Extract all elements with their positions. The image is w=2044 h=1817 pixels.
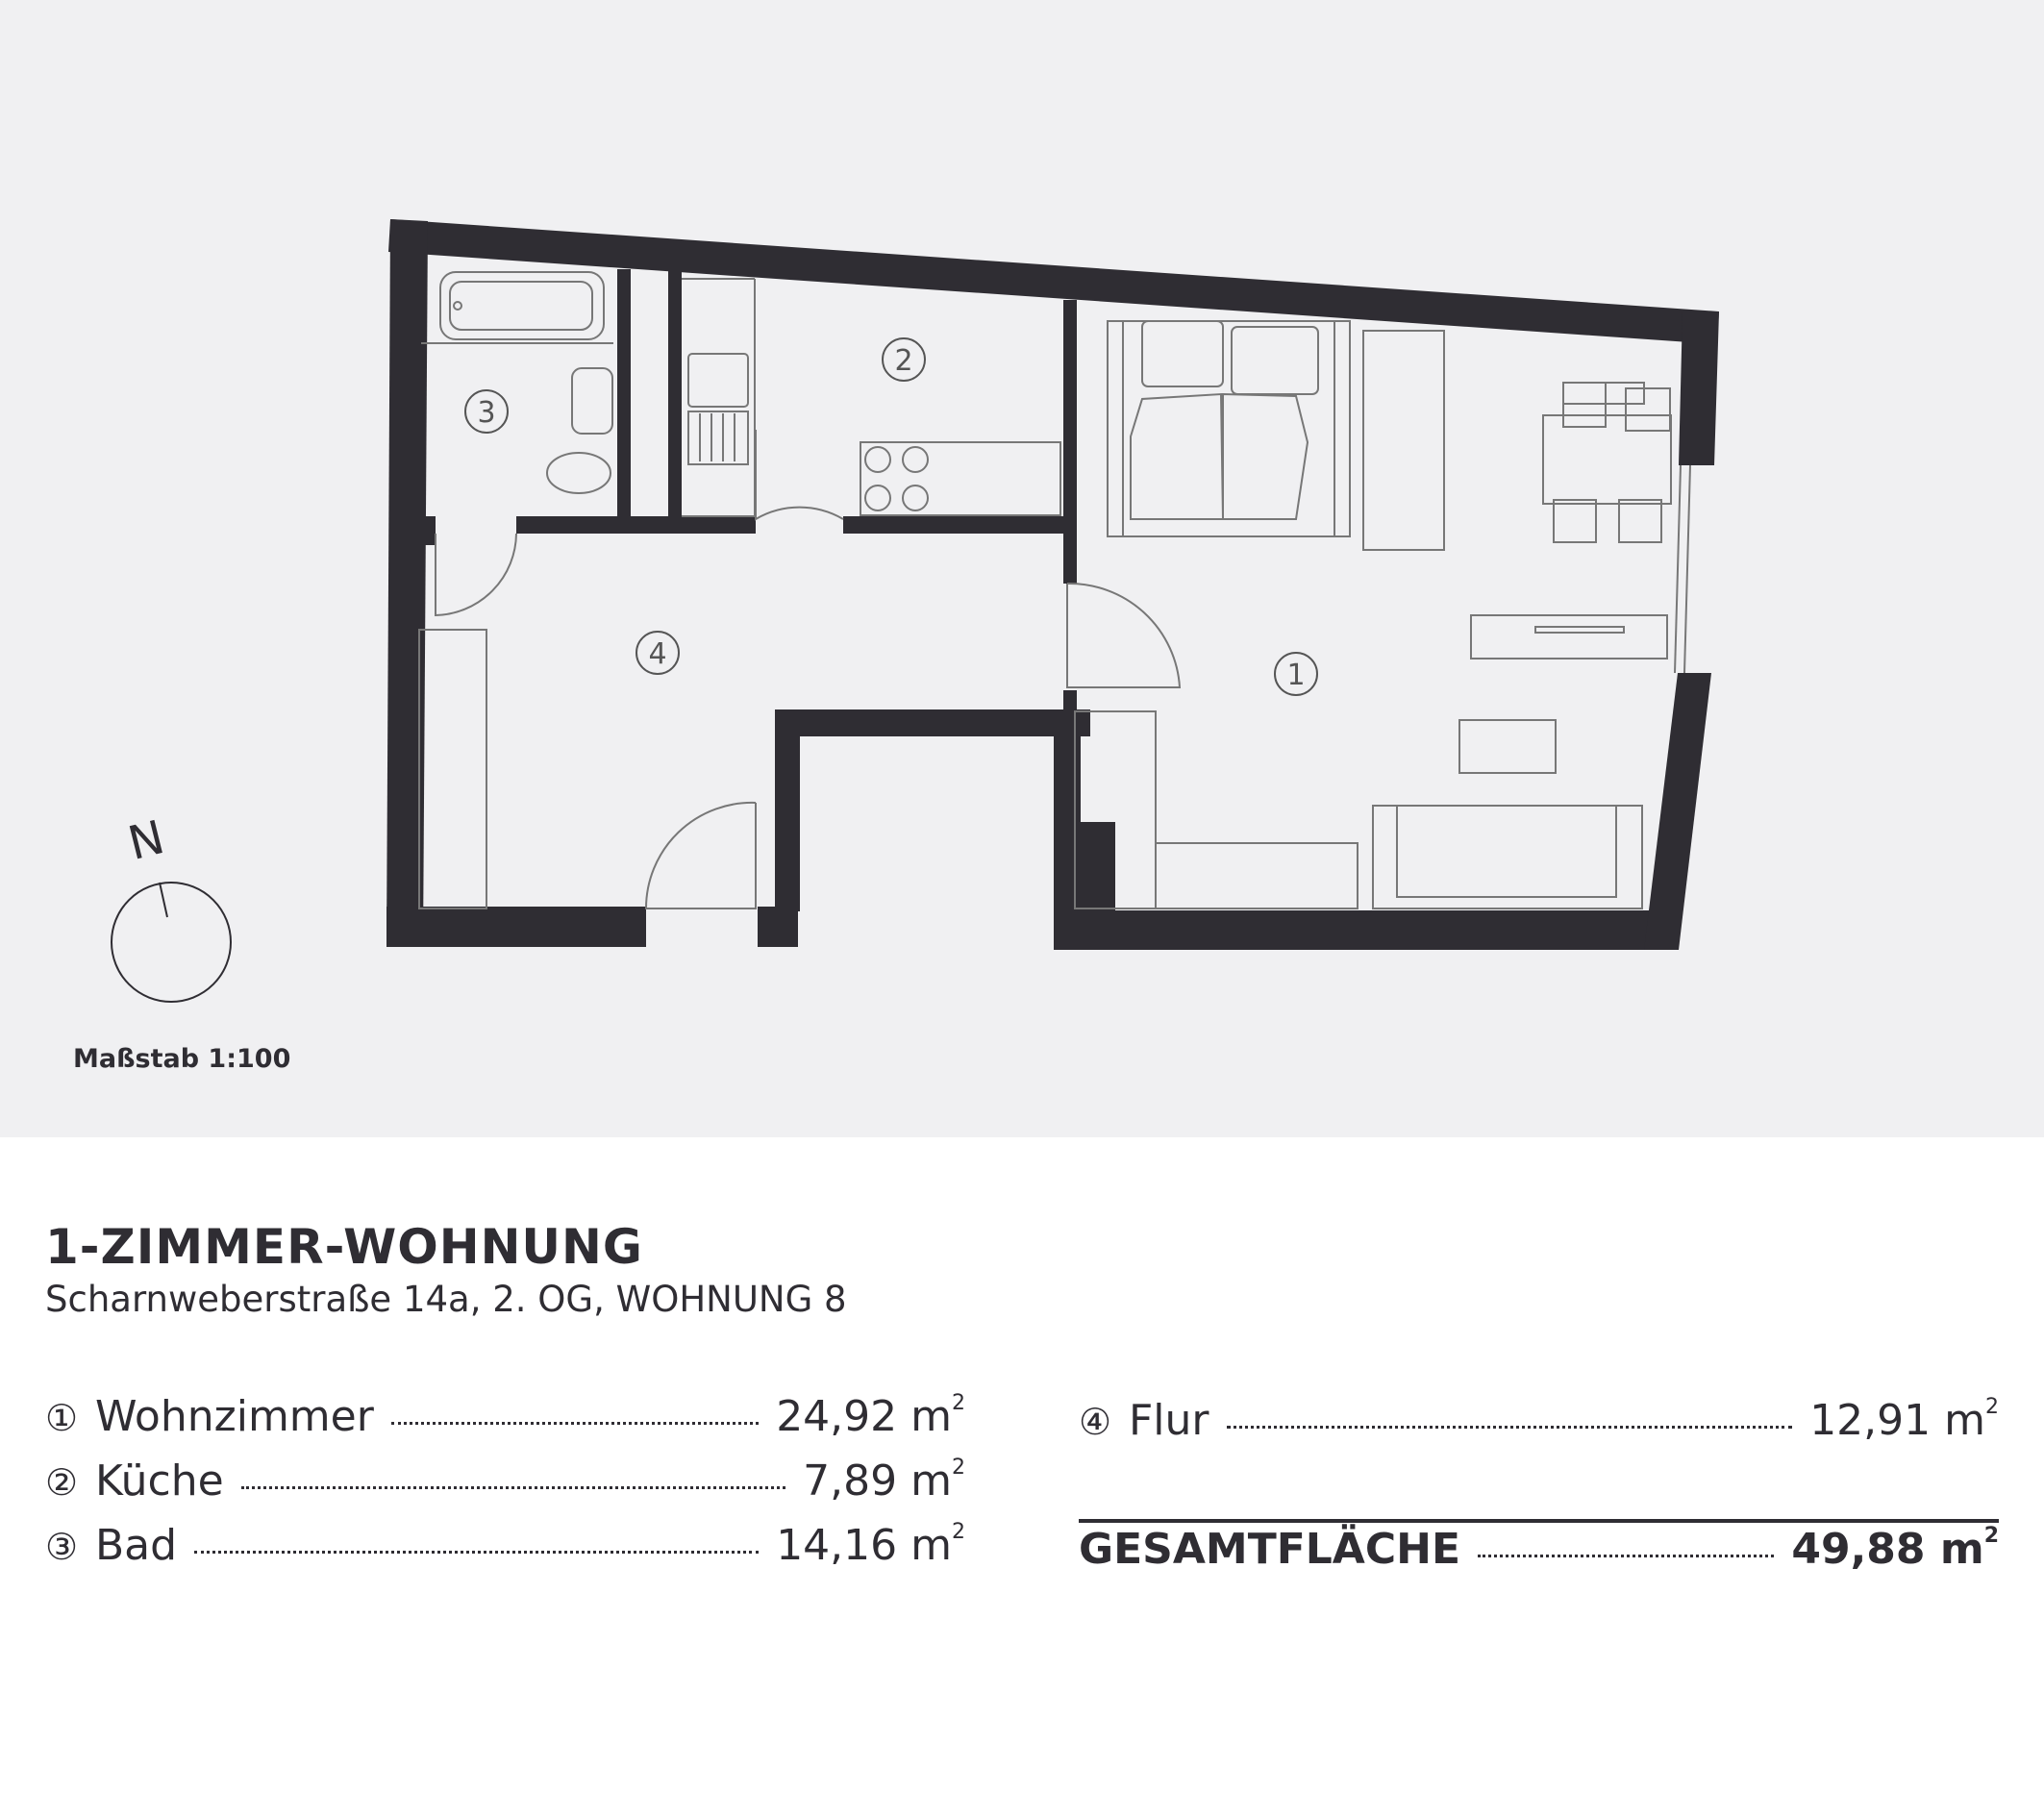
room-area: 7,89 $m^2$ [803,1456,965,1506]
scale-label: Maßstab 1:100 [73,1044,291,1074]
room-row-bad [45,1521,965,1579]
inner-walls [420,269,1115,911]
north-arrow [112,810,231,1002]
total-area: 49,88 $m^2$ [1791,1524,1999,1574]
room-row-wohnzimmer [45,1392,965,1450]
apartment-title: 1-ZIMMER-WOHNUNG [45,1219,643,1275]
room-row-kueche [45,1456,965,1514]
room-number: ② [45,1461,79,1504]
total-label: GESAMTFLÄCHE [1079,1525,1461,1574]
room-name: Wohnzimmer [95,1392,374,1441]
dotted-leader [194,1551,759,1554]
room-marker-3: 3 [477,396,496,430]
dotted-leader [1227,1426,1793,1429]
room-area: 14,16 $m^2$ [776,1520,965,1570]
room-number: ① [45,1397,79,1439]
room-name: Flur [1129,1396,1209,1445]
room-marker-4: 4 [648,637,667,671]
apartment-address: Scharnweberstraße 14a, 2. OG, WOHNUNG 8 [45,1279,847,1320]
dotted-leader [241,1486,785,1489]
dotted-leader [1478,1555,1774,1557]
room-row-flur [1079,1396,1999,1454]
room-area: 12,91 $m^2$ [1809,1395,1999,1445]
room-marker-2: 2 [894,344,913,378]
total-divider [1079,1519,1999,1523]
room-name: Küche [95,1456,224,1506]
dotted-leader [391,1422,759,1425]
room-name: Bad [95,1521,178,1570]
room-number: ③ [45,1526,79,1568]
north-label: N [122,809,170,871]
room-number: ④ [1079,1401,1112,1443]
room-area: 24,92 $m^2$ [776,1391,965,1441]
total-area-row [1079,1525,1999,1582]
room-marker-1: 1 [1286,659,1306,692]
